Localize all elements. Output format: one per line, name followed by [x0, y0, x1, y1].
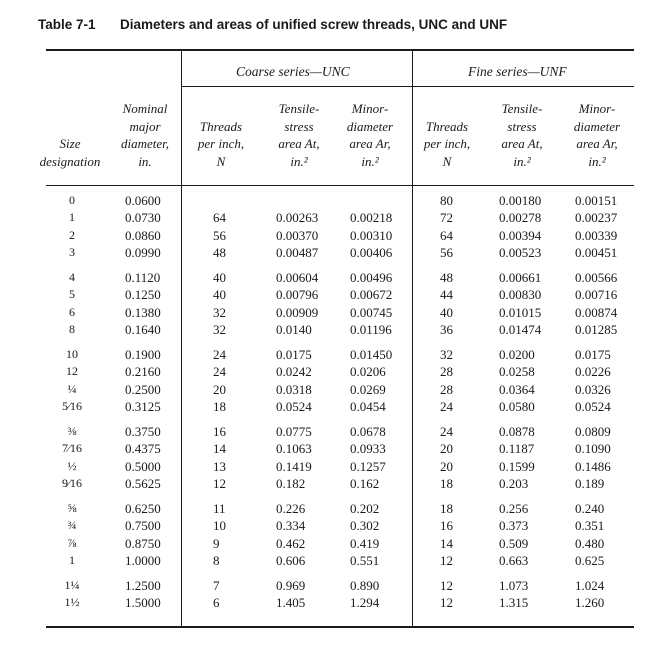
cell-coarse-minor-area: 0.0269: [350, 381, 386, 397]
cell-fine-minor-area: 0.625: [575, 553, 605, 569]
cell-size: 2: [69, 227, 75, 242]
cell-size: ¼: [67, 381, 77, 396]
cell-coarse-minor-area: 0.01196: [350, 322, 392, 338]
fine-group-rule: [412, 86, 634, 87]
cell-nominal-diameter: 0.1900: [125, 347, 161, 362]
cell-nominal-diameter: 0.5000: [125, 458, 161, 474]
cell-fine-minor-area: 0.0226: [575, 364, 611, 380]
cell-coarse-minor-area: 0.0933: [350, 441, 386, 457]
cell-fine-tensile-area: 0.0258: [499, 364, 535, 380]
cell-coarse-minor-area: 0.302: [350, 518, 380, 534]
cell-fine-minor-area: 1.260: [575, 595, 605, 611]
cell-coarse-threads: 16: [213, 424, 226, 439]
cell-coarse-minor-area: 0.419: [350, 535, 380, 551]
cell-fine-tensile-area: 0.0580: [499, 399, 535, 415]
cell-size: 1: [69, 553, 75, 568]
cell-size: 10: [66, 347, 78, 361]
cell-fine-minor-area: 0.00451: [575, 245, 618, 261]
column-divider-coarse: [181, 50, 182, 627]
cell-nominal-diameter: 0.0860: [125, 227, 161, 243]
cell-fine-tensile-area: 0.00394: [499, 227, 542, 243]
cell-nominal-diameter: 0.3750: [125, 424, 161, 439]
cell-coarse-tensile-area: 1.405: [276, 595, 306, 611]
cell-size: 12: [66, 364, 78, 379]
cell-fine-tensile-area: 0.509: [499, 535, 529, 551]
cell-fine-threads: 12: [440, 595, 453, 611]
cell-coarse-minor-area: 0.0454: [350, 399, 386, 415]
cell-fine-tensile-area: 0.256: [499, 501, 529, 516]
cell-coarse-tensile-area: 0.0242: [276, 364, 312, 380]
cell-coarse-tensile-area: 0.00263: [276, 210, 319, 226]
cell-coarse-tensile-area: 0.0140: [276, 322, 312, 338]
cell-nominal-diameter: 0.1120: [125, 270, 161, 285]
coarse-series-heading: Coarse series—UNC: [236, 64, 350, 79]
cell-fine-threads: 28: [440, 364, 453, 380]
cell-fine-threads: 14: [440, 535, 453, 551]
cell-size: 3: [69, 245, 75, 260]
cell-size: 1: [69, 210, 75, 225]
cell-fine-tensile-area: 0.1187: [499, 441, 535, 457]
cell-fine-threads: 12: [440, 578, 453, 593]
cell-fine-threads: 64: [440, 227, 453, 243]
cell-fine-threads: 18: [440, 476, 453, 492]
cell-fine-threads: 12: [440, 553, 453, 569]
header-nominal-diameter: Nominal major diameter, in.: [120, 101, 170, 169]
cell-nominal-diameter: 0.1380: [125, 304, 161, 320]
cell-fine-minor-area: 0.351: [575, 518, 605, 534]
cell-fine-threads: 56: [440, 245, 453, 261]
header-coarse-threads: Threads per inch, N: [197, 118, 245, 169]
cell-fine-minor-area: 0.0524: [575, 399, 611, 415]
cell-coarse-threads: 14: [213, 441, 226, 457]
cell-size: 5⁄16: [61, 399, 83, 414]
cell-fine-threads: 16: [440, 518, 453, 534]
cell-coarse-threads: 12: [213, 476, 226, 492]
cell-coarse-tensile-area: 0.00796: [276, 287, 319, 303]
cell-fine-minor-area: 0.0809: [575, 424, 611, 439]
cell-nominal-diameter: 0.8750: [125, 535, 161, 551]
cell-coarse-tensile-area: 0.00370: [276, 227, 319, 243]
cell-size: 0: [69, 193, 75, 207]
cell-fine-minor-area: 0.00339: [575, 227, 618, 243]
cell-nominal-diameter: 0.2500: [125, 381, 161, 397]
cell-nominal-diameter: 0.2160: [125, 364, 161, 380]
cell-coarse-minor-area: 0.162: [350, 476, 380, 492]
cell-size: ¾: [67, 518, 77, 533]
cell-fine-threads: 36: [440, 322, 453, 338]
cell-coarse-tensile-area: 0.00604: [276, 270, 319, 285]
cell-size: 4: [69, 270, 75, 284]
cell-coarse-tensile-area: 0.0318: [276, 381, 312, 397]
cell-fine-minor-area: 0.01285: [575, 322, 618, 338]
cell-fine-tensile-area: 0.0364: [499, 381, 535, 397]
cell-coarse-tensile-area: 0.226: [276, 501, 306, 516]
cell-coarse-tensile-area: 0.00487: [276, 245, 319, 261]
cell-nominal-diameter: 0.0990: [125, 245, 161, 261]
cell-fine-tensile-area: 1.315: [499, 595, 529, 611]
cell-coarse-minor-area: 0.00406: [350, 245, 393, 261]
cell-coarse-minor-area: 0.00672: [350, 287, 393, 303]
cell-fine-threads: 20: [440, 441, 453, 457]
header-coarse-minor-area: Minor- diameter area Ar, in.²: [346, 101, 394, 169]
cell-coarse-threads: 24: [213, 364, 226, 380]
cell-fine-threads: 72: [440, 210, 453, 226]
cell-coarse-minor-area: 0.551: [350, 553, 380, 569]
cell-fine-tensile-area: 0.663: [499, 553, 529, 569]
cell-coarse-threads: 56: [213, 227, 226, 243]
cell-size: ⅜: [67, 424, 77, 438]
cell-fine-minor-area: 0.480: [575, 535, 605, 551]
cell-coarse-minor-area: 0.01450: [350, 347, 393, 362]
top-rule: [46, 49, 634, 51]
cell-size: ⅞: [67, 535, 77, 550]
cell-coarse-minor-area: 0.0678: [350, 424, 386, 439]
cell-fine-minor-area: 0.1090: [575, 441, 611, 457]
cell-fine-threads: 24: [440, 399, 453, 415]
cell-fine-tensile-area: 0.00830: [499, 287, 542, 303]
cell-fine-tensile-area: 1.073: [499, 578, 529, 593]
cell-fine-threads: 28: [440, 381, 453, 397]
cell-size: 6: [69, 304, 75, 319]
cell-coarse-threads: 32: [213, 322, 226, 338]
cell-nominal-diameter: 0.3125: [125, 399, 161, 415]
cell-nominal-diameter: 0.4375: [125, 441, 161, 457]
cell-coarse-threads: 13: [213, 458, 226, 474]
cell-fine-threads: 48: [440, 270, 453, 285]
cell-coarse-minor-area: 1.294: [350, 595, 380, 611]
cell-coarse-tensile-area: 0.0175: [276, 347, 312, 362]
cell-coarse-tensile-area: 0.182: [276, 476, 306, 492]
cell-size: 1¼: [64, 578, 80, 592]
cell-fine-threads: 18: [440, 501, 453, 516]
cell-coarse-minor-area: 0.1257: [350, 458, 386, 474]
cell-coarse-threads: 32: [213, 304, 226, 320]
cell-coarse-minor-area: 0.00745: [350, 304, 393, 320]
cell-nominal-diameter: 0.0730: [125, 210, 161, 226]
cell-nominal-diameter: 0.1640: [125, 322, 161, 338]
cell-fine-tensile-area: 0.0878: [499, 424, 535, 439]
cell-fine-threads: 24: [440, 424, 453, 439]
cell-coarse-threads: 64: [213, 210, 226, 226]
cell-fine-threads: 20: [440, 458, 453, 474]
table-caption: Diameters and areas of unified screw threads, UNC and UNF: [120, 17, 508, 32]
fine-series-heading: Fine series—UNF: [468, 64, 567, 79]
cell-coarse-threads: 40: [213, 287, 226, 303]
cell-fine-tensile-area: 0.00523: [499, 245, 542, 261]
cell-fine-minor-area: 0.1486: [575, 458, 611, 474]
cell-fine-threads: 40: [440, 304, 453, 320]
cell-coarse-threads: 11: [213, 501, 226, 516]
cell-fine-minor-area: 0.00874: [575, 304, 618, 320]
header-fine-tensile-area: Tensile- stress area At, in.²: [501, 101, 543, 169]
cell-coarse-tensile-area: 0.969: [276, 578, 306, 593]
cell-fine-tensile-area: 0.0200: [499, 347, 535, 362]
cell-fine-tensile-area: 0.01474: [499, 322, 542, 338]
cell-coarse-threads: 7: [213, 578, 220, 593]
cell-fine-tensile-area: 0.00180: [499, 193, 542, 208]
cell-nominal-diameter: 0.1250: [125, 287, 161, 303]
cell-coarse-tensile-area: 0.0775: [276, 424, 312, 439]
header-fine-minor-area: Minor- diameter area Ar, in.²: [573, 101, 621, 169]
header-coarse-tensile-area: Tensile- stress area At, in.²: [278, 101, 320, 169]
cell-coarse-tensile-area: 0.00909: [276, 304, 319, 320]
cell-size: 8: [69, 322, 75, 337]
cell-fine-minor-area: 0.00566: [575, 270, 618, 285]
cell-nominal-diameter: 0.7500: [125, 518, 161, 534]
cell-fine-minor-area: 0.00237: [575, 210, 618, 226]
header-rule: [46, 185, 634, 186]
cell-size: ½: [67, 458, 77, 473]
cell-size: 9⁄16: [61, 476, 83, 491]
cell-fine-threads: 44: [440, 287, 453, 303]
header-fine-threads: Threads per inch, N: [423, 118, 471, 169]
cell-fine-minor-area: 0.0326: [575, 381, 611, 397]
cell-coarse-minor-area: 0.0206: [350, 364, 386, 380]
cell-coarse-minor-area: 0.890: [350, 578, 380, 593]
cell-size: ⅝: [67, 501, 77, 515]
cell-fine-minor-area: 0.0175: [575, 347, 611, 362]
cell-size: 5: [69, 287, 75, 302]
cell-coarse-tensile-area: 0.1419: [276, 458, 312, 474]
cell-fine-tensile-area: 0.1599: [499, 458, 535, 474]
coarse-group-rule: [181, 86, 412, 87]
cell-coarse-minor-area: 0.00496: [350, 270, 393, 285]
table-number: Table 7-1: [38, 17, 96, 32]
cell-coarse-threads: 10: [213, 518, 226, 534]
cell-nominal-diameter: 1.0000: [125, 553, 161, 569]
cell-coarse-threads: 24: [213, 347, 226, 362]
cell-coarse-threads: 8: [213, 553, 220, 569]
cell-size: 1½: [64, 595, 80, 610]
cell-fine-minor-area: 0.240: [575, 501, 605, 516]
cell-fine-tensile-area: 0.00278: [499, 210, 542, 226]
cell-fine-tensile-area: 0.01015: [499, 304, 542, 320]
cell-coarse-tensile-area: 0.1063: [276, 441, 312, 457]
cell-fine-tensile-area: 0.00661: [499, 270, 542, 285]
cell-coarse-threads: 40: [213, 270, 226, 285]
cell-coarse-threads: 9: [213, 535, 220, 551]
cell-nominal-diameter: 0.0600: [125, 193, 161, 208]
cell-fine-minor-area: 0.189: [575, 476, 605, 492]
cell-fine-minor-area: 0.00716: [575, 287, 618, 303]
cell-nominal-diameter: 1.2500: [125, 578, 161, 593]
cell-coarse-threads: 6: [213, 595, 220, 611]
cell-coarse-threads: 18: [213, 399, 226, 415]
cell-fine-threads: 32: [440, 347, 453, 362]
cell-fine-minor-area: 1.024: [575, 578, 605, 593]
header-size: Size designation: [39, 136, 101, 169]
cell-fine-minor-area: 0.00151: [575, 193, 618, 208]
cell-coarse-tensile-area: 0.0524: [276, 399, 312, 415]
table-title: [38, 17, 507, 32]
cell-coarse-threads: 20: [213, 381, 226, 397]
cell-size: 7⁄16: [61, 441, 83, 456]
cell-fine-tensile-area: 0.203: [499, 476, 529, 492]
column-divider-fine: [412, 50, 413, 627]
cell-fine-threads: 80: [440, 193, 453, 208]
cell-coarse-tensile-area: 0.334: [276, 518, 306, 534]
bottom-rule: [46, 626, 634, 628]
cell-fine-tensile-area: 0.373: [499, 518, 529, 534]
cell-nominal-diameter: 0.6250: [125, 501, 161, 516]
cell-coarse-minor-area: 0.00310: [350, 227, 393, 243]
cell-coarse-minor-area: 0.00218: [350, 210, 393, 226]
cell-coarse-threads: 48: [213, 245, 226, 261]
cell-nominal-diameter: 1.5000: [125, 595, 161, 611]
cell-coarse-tensile-area: 0.462: [276, 535, 306, 551]
cell-nominal-diameter: 0.5625: [125, 476, 161, 492]
cell-coarse-minor-area: 0.202: [350, 501, 380, 516]
cell-coarse-tensile-area: 0.606: [276, 553, 306, 569]
